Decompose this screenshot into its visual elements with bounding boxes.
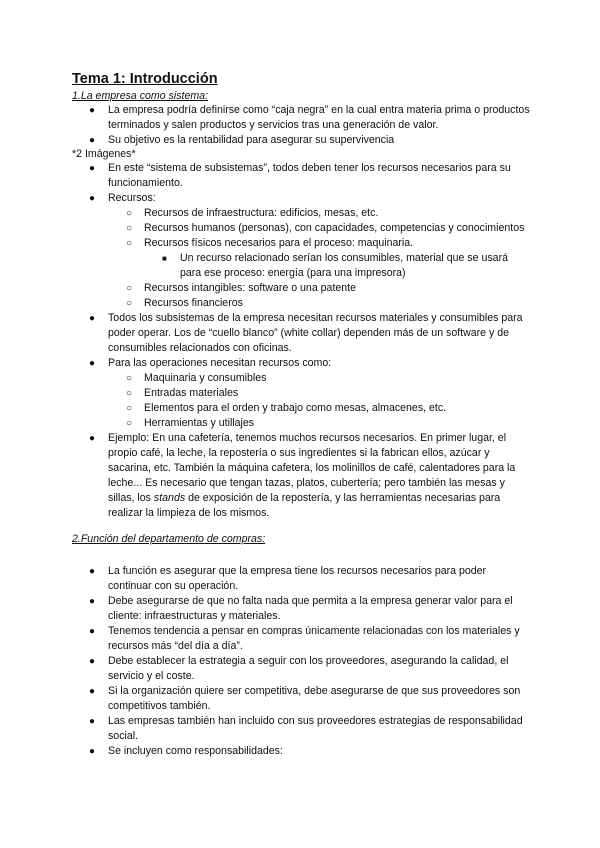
list-item: ● Su objetivo es la rentabilidad para asegurar su supervivencia <box>89 134 395 146</box>
section-heading-empresa-sistema: 1.La empresa como sistema: <box>72 90 209 102</box>
list-item: ● Debe establecer la estrategia a seguir con los proveedores, asegurando la calidad, el servicio y el coste. <box>89 655 509 682</box>
page-title: Tema 1: Introducción <box>72 71 218 87</box>
sub-sub-list-item: ■ Un recurso relacionado serían los consumibles, material que se usará para ese proceso: energía (para una impresora) <box>162 252 508 279</box>
section2-list <box>72 564 532 759</box>
bullet-icon: ● <box>89 105 96 116</box>
list-item: ● La función es asegurar que la empresa tiene los recursos necesarios para poder continuar con su operación. <box>89 565 487 592</box>
square-bullet-icon: ■ <box>162 254 167 263</box>
hollow-bullet-icon: ○ <box>126 418 133 429</box>
sub-list-item: ○ Recursos físicos necesarios para el proceso: maquinaria. <box>126 237 414 249</box>
bullet-icon: ● <box>89 358 96 369</box>
list-item-operations: ● Para las operaciones necesitan recursos como: <box>89 357 332 369</box>
list-item-example: ● Ejemplo: En una cafetería, tenemos muchos recursos necesarios. En primer lugar, el propio café, la leche, la repostería o sus ingredientes si la fabrican ellos, azúcar y sacarina, etc. También la máquina cafetera, los molinillos de café, calentadores para la leche... Es necesario que tengan tazas, platos, cubertería; pero también las mesas y sillas, los stands de exposición de la repostería, y las herramientas necesarias para realizar la limpieza de los mismos. <box>89 432 516 519</box>
bullet-icon: ● <box>89 686 96 697</box>
sub-list-item: ○ Elementos para el orden y trabajo como mesas, almacenes, etc. <box>126 402 447 414</box>
sub-list-item: ○ Herramientas y utillajes <box>126 417 255 429</box>
document-page <box>72 70 532 759</box>
list-item: ● Todos los subsistemas de la empresa necesitan recursos materiales y consumibles para poder operar. Los de “cuello blanco” (white collar) dependen más de un software y de consumibles relacionados con oficinas. <box>89 312 523 354</box>
bullet-icon: ● <box>89 656 96 667</box>
sub-list-item: ○ Entradas materiales <box>126 387 239 399</box>
section1-list <box>72 103 532 148</box>
images-note: *2 Imágenes* <box>72 148 136 160</box>
bullet-icon: ● <box>89 566 96 577</box>
list-item: ● Se incluyen como responsabilidades: <box>89 745 283 757</box>
bullet-icon: ● <box>89 746 96 757</box>
list-item: ● Las empresas también han incluido con sus proveedores estrategias de responsabilidad social. <box>89 715 523 742</box>
hollow-bullet-icon: ○ <box>126 223 133 234</box>
hollow-bullet-icon: ○ <box>126 388 133 399</box>
sub-list-item: ○ Maquinaria y consumibles <box>126 372 267 384</box>
hollow-bullet-icon: ○ <box>126 283 133 294</box>
sub-list-item: ○ Recursos humanos (personas), con capacidades, competencias y conocimientos <box>126 222 525 234</box>
bullet-icon: ● <box>89 135 96 146</box>
bullet-icon: ● <box>89 716 96 727</box>
list-item: ● Si la organización quiere ser competitiva, debe asegurarse de que sus proveedores son competitivos también. <box>89 685 521 712</box>
bullet-icon: ● <box>89 193 96 204</box>
list-item: ● En este “sistema de subsistemas”, todos deben tener los recursos necesarios para su funcionamiento. <box>89 162 511 189</box>
bullet-icon: ● <box>89 626 96 637</box>
section1-main-list <box>72 161 532 521</box>
hollow-bullet-icon: ○ <box>126 208 133 219</box>
section-heading-departamento-compras: 2.Función del departamento de compras: <box>72 533 266 545</box>
list-item: ● La empresa podría definirse como “caja negra” en la cual entra materia prima o productos terminados y salen productos y servicios tras una generación de valor. <box>89 104 530 131</box>
sub-list-item: ○ Recursos de infraestructura: edificios, mesas, etc. <box>126 207 379 219</box>
hollow-bullet-icon: ○ <box>126 403 133 414</box>
list-item: ● Debe asegurarse de que no falta nada que permita a la empresa generar valor para el cliente: infraestructuras y materiales. <box>89 595 513 622</box>
bullet-icon: ● <box>89 433 96 444</box>
hollow-bullet-icon: ○ <box>126 373 133 384</box>
sub-list-item: ○ Recursos intangibles: software o una patente <box>126 282 357 294</box>
list-item-resources: ● Recursos: <box>89 192 156 204</box>
hollow-bullet-icon: ○ <box>126 298 133 309</box>
bullet-icon: ● <box>89 313 96 324</box>
hollow-bullet-icon: ○ <box>126 238 133 249</box>
bullet-icon: ● <box>89 163 96 174</box>
sub-list-item: ○ Recursos financieros <box>126 297 243 309</box>
bullet-icon: ● <box>89 596 96 607</box>
list-item: ● Tenemos tendencia a pensar en compras únicamente relacionadas con los materiales y recursos más “del día a día”. <box>89 625 520 652</box>
